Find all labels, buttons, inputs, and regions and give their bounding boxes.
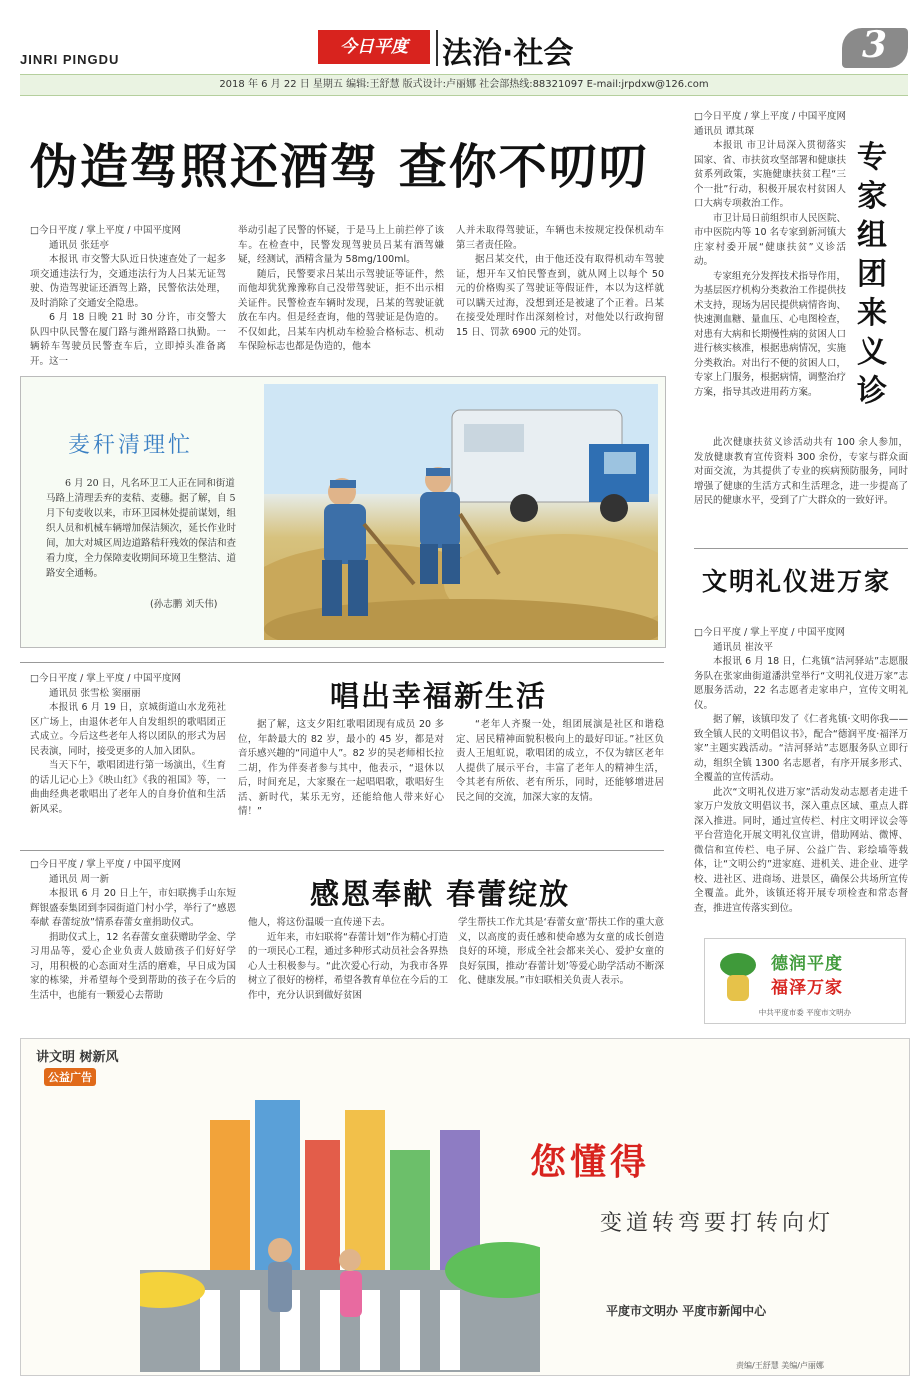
- paragraph: 专家组充分发挥技术指导作用，为基层医疗机构分类救治工作提供技术支持，现场为居民提供病情咨询、快速测血糖、量血压、心电图检查，对患有大病和长期慢性病的贫困人口进行核实核准，根据患病情况，实施分类救治。对出行不便的贫困人口，专家上门服务，根据病情，调整治疗方案，指导其改进用药方案。: [694, 270, 847, 398]
- article3-byline: 通讯员 周一新: [49, 873, 110, 885]
- article5-byline: 通讯员 崔汝平: [713, 641, 774, 653]
- article2-col1: [30, 672, 226, 817]
- article2-headline: 唱出幸福新生活: [330, 679, 548, 713]
- article2-col2: [238, 718, 444, 820]
- photo-feature-credit: (孙志鹏 刘夭伟): [150, 599, 218, 610]
- paragraph: 人并未取得驾驶证，车辆也未按规定投保机动车第三者责任险。: [456, 225, 664, 251]
- paragraph: 此次“文明礼仪进万家”活动发动志愿者走进千家万户发放文明倡议书，深入重点区域、重点人群深入推进。同时，通过宣传栏、村庄文明评议会等平台营造化开展文明礼仪宣讲，借助网站、微博、微信和宣传栏、电子屏、公益广告、彩绘墙等载体，让“文明公约”进家庭、进机关、进企业、进学校、进社区、进商场、进景区，确保公共场所宣传全覆盖。此外，该镇还将开展专项检查和常态督查，推进宣传落实到位。: [694, 786, 908, 914]
- paragraph: 本报讯 6 月 20 日上午，市妇联携手山东短辉银盛泰集团到李园街道门村小学，举行了“感恩奉献 春蕾绽放”情系春蕾女童捐助仪式。: [30, 888, 236, 928]
- ad-headline: 您懂得: [530, 1142, 651, 1183]
- paragraph: “老年人齐聚一处，组团展演是社区和谐稳定、居民精神面貌积极向上的最好印证。”社区负责人王旭虹说，歌唱团的成立，不仅为辖区老年人提供了展示平台，丰富了老年人的精神生活，令其老有所依、老有所乐，同时，还能够增进居民之间的交流，加深大家的友情。: [456, 719, 664, 803]
- section-divider: [20, 850, 664, 851]
- paragraph: 本报讯 市卫计局深入贯彻落实国家、省、市扶贫攻坚部署和健康扶贫系列政策，实施健康扶贫工程“三个一批”行动，积极开展农村贫困人口大病专项救治工作。: [694, 140, 847, 209]
- article3-col3: [458, 916, 664, 989]
- paragraph: 市卫计局日前组织市人民医院、市中医院内等 10 名专家到新河镇大庄家村委开展“健康扶贫”义诊活动。: [694, 212, 847, 267]
- section-divider: [694, 548, 908, 549]
- paragraph: 6 月 18 日晚 21 时 30 分许，市交警大队四中队民警在厦门路与潍州路路口执勤。一辆轿车驾驶员民警查车后，立即掉头准备离开。这一: [30, 312, 226, 367]
- article5-headline: 文明礼仪进万家: [702, 567, 892, 596]
- photo-illustration: [264, 384, 658, 640]
- article4-col-lower: [694, 436, 908, 509]
- paragraph: 学生帮扶工作尤其是‘春蕾女童’帮扶工作的重大意义，以高度的责任感和使命感为女童的成长创造良好的环境，形成全社会都来关心、爱护女童的良好氛围，推动‘春蕾计划’等爱心助学活动不断深化、健康发展。”市妇联相关负责人表示。: [458, 917, 664, 986]
- slogan-line2: 福泽万家: [771, 978, 843, 998]
- paragraph: 当天下午，歌唱团进行第一场演出，《生育的话儿记心上》《映山红》《我的祖国》等，一曲曲经典老歌唱出了老年人的自身价值和生活新风采。: [30, 760, 226, 815]
- paragraph: 他人，将这份温暖一直传递下去。: [248, 917, 391, 928]
- vase-icon: [713, 947, 763, 1005]
- paragraph: 举动引起了民警的怀疑，于是马上上前拦停了该车。在检查中，民警发现驾驶员吕某有酒驾嫌疑，经测试，酒精含量为 58mg/100ml。: [238, 225, 444, 265]
- paragraph: 随后，民警要求吕某出示驾驶证等证件，然而他却犹犹豫豫称自己没带驾驶证，拒不出示相关证件。民警检查车辆时发现，吕某的驾驶证就放在车内。但是经查询，他的驾驶证是伪造的。不仅如此，吕某车内机动车检验合格标志、机动车保险标志也都是伪造的，他本: [238, 268, 444, 352]
- crosswalk-illustration: [140, 1100, 540, 1372]
- article1-source: □今日平度 / 掌上平度 / 中国平度网: [30, 225, 181, 236]
- paragraph: 此次健康扶贫义诊活动共有 100 余人参加，发放健康教育宣传资料 300 余份，专家与群众面对面交流，为其提供了专业的疾病预防服务，同时增强了健康的生活方式和生活理念，进一步提高了居民的健康水平，受到了广大群众的一致好评。: [694, 437, 908, 506]
- article1-col2: [238, 224, 444, 355]
- ad-issuer: 平度市文明办 平度市新闻中心: [606, 1304, 767, 1318]
- paragraph: 本报讯 6 月 18 日，仁兆镇“洁河驿站”志愿服务队在张家曲街道潘洪堂举行“文明礼仪进万家”志愿服务活动，22 名志愿者走家串户，宣传文明礼仪。: [694, 656, 908, 711]
- masthead-divider: [436, 30, 438, 66]
- paragraph: 本报讯 6 月 19 日，京城街道山水龙苑社区广场上，由退休老年人自发组织的歌唱团正式成立。今后这些老年人将以团队的形式为居民表演，同时，接受更多的人加入团队。: [30, 702, 226, 757]
- article2-col3: [456, 718, 664, 805]
- news-photo: [264, 384, 658, 640]
- caption-text: 6 月 20 日，凡名环卫工人正在同和街道马路上清理丢弃的麦秸、麦穗。据了解，自 5 月下旬麦收以来，市环卫园林处提前谋划，组织人员和机械车辆增加保洁频次，延长作业时间，加大对城区周边道路秸秆残效的保洁和查看力度，全力保障麦收期间环境卫生整洁、道路安全通畅。: [46, 478, 237, 579]
- article2-source: □今日平度 / 掌上平度 / 中国平度网: [30, 673, 181, 684]
- article5-source: □今日平度 / 掌上平度 / 中国平度网: [694, 627, 845, 638]
- section-divider: [20, 662, 664, 663]
- article1-col3: [456, 224, 664, 340]
- article4-col-upper: [694, 110, 846, 400]
- newspaper-logo: 今日平度: [318, 30, 430, 64]
- article4-vertical-title: 专家组团来义诊: [857, 140, 887, 409]
- article3-col1: [30, 858, 236, 1003]
- ad-tag-slogan: 讲文明 树新风: [36, 1050, 119, 1065]
- paragraph: 本报讯 市交警大队近日快速查处了一起多项交通违法行为，交通违法行为人吕某无证驾驶、伪造驾驶证还酒驾上路，民警依法处理，及时消除了交通安全隐患。: [30, 254, 226, 309]
- article1-headline: 伪造驾照还酒驾 查你不叨叨: [30, 139, 649, 195]
- article3-col2: [248, 916, 448, 1003]
- paragraph: 据吕某交代，由于他还没有取得机动车驾驶证，想开车又怕民警查到，就从网上以每个 50 元的价格购买了驾驶证等假证件，本以为这样就可以瞒天过海，没想到还是被逮了个正着。吕某在接受处理时作出深刻检讨，对他处以行政拘留 15 日、罚款 6900 元的处罚。: [456, 254, 664, 338]
- paragraph: 近年来，市妇联将“春蕾计划”作为精心打造的一项民心工程，通过多种形式动员社会各界热心人士积极参与。“此次爱心行动，为我市各界树立了很好的榜样，希望各教育单位在今后的工作中，充分认识到做好贫困: [248, 931, 448, 1001]
- paragraph: 据了解，该镇印发了《仁者兆镇·文明你我——致全镇人民的文明倡议书》，配合“德润平度·福泽万家”主题实践活动。“洁河驿站”志愿服务队立即行动，组织全镇 1300 名志愿者，有序开展多形式、全覆盖的宣传活动。: [694, 714, 908, 783]
- slogan-line1: 德润平度: [771, 954, 843, 974]
- article3-headline: 感恩奉献 春蕾绽放: [310, 877, 571, 911]
- page-number-badge: [842, 24, 908, 68]
- ad-subline: 变道转弯要打转向灯: [600, 1211, 835, 1236]
- slogan-footer: 中共平度市委 平度市文明办: [758, 1008, 852, 1017]
- article3-source: □今日平度 / 掌上平度 / 中国平度网: [30, 859, 181, 870]
- photo-feature-title: 麦秆清理忙: [68, 433, 194, 458]
- page-number: 3: [862, 24, 888, 66]
- article2-byline: 通讯员 张雪松 窦丽丽: [49, 687, 141, 699]
- paragraph: 捐助仪式上，12 名春蕾女童获赠助学金、学习用品等，爱心企业负责人鼓励孩子们好好学习，用积极的心态面对生活的磨难，早日成为国家的栋梁，并希望每个受到帮助的孩子在今后的生活中，也能有一颗爱心去帮助: [30, 931, 236, 1001]
- article4-source: □今日平度 / 掌上平度 / 中国平度网通讯员 谭其琛: [694, 111, 846, 137]
- page-footer-credits: 责编/王舒慧 美编/卢丽娜: [736, 1361, 824, 1370]
- photo-feature-caption: [46, 476, 242, 581]
- section-title: 法治·社会: [442, 36, 574, 71]
- paragraph: 据了解，这支夕阳红歌唱团现有成员 20 多位，年龄最大的 82 岁，最小的 45 岁，都是对音乐感兴趣的“同道中人”。82 岁的吴老师相长拉二胡，作为伴奏者参与其中，他表示，“退休以后，时间充足，大家聚在一起唱唱歌，歌唱好生活、新时代，某乐无穷，还能给他人带来好心情！”: [238, 719, 444, 817]
- slogan-ad-box: [704, 938, 906, 1024]
- article5-body: [694, 626, 908, 916]
- edition-info-bar: 2018 年 6 月 22 日 星期五 编辑:王舒慧 版式设计:卢丽娜 社会部热线:88321097 E-mail:jrpdxw@126.com: [20, 74, 908, 96]
- article1-byline: 通讯员 张廷亭: [49, 239, 110, 251]
- article1-col1: [30, 224, 226, 369]
- masthead-label: JINRI PINGDU: [20, 52, 120, 67]
- ad-tag-label: 公益广告: [44, 1068, 96, 1086]
